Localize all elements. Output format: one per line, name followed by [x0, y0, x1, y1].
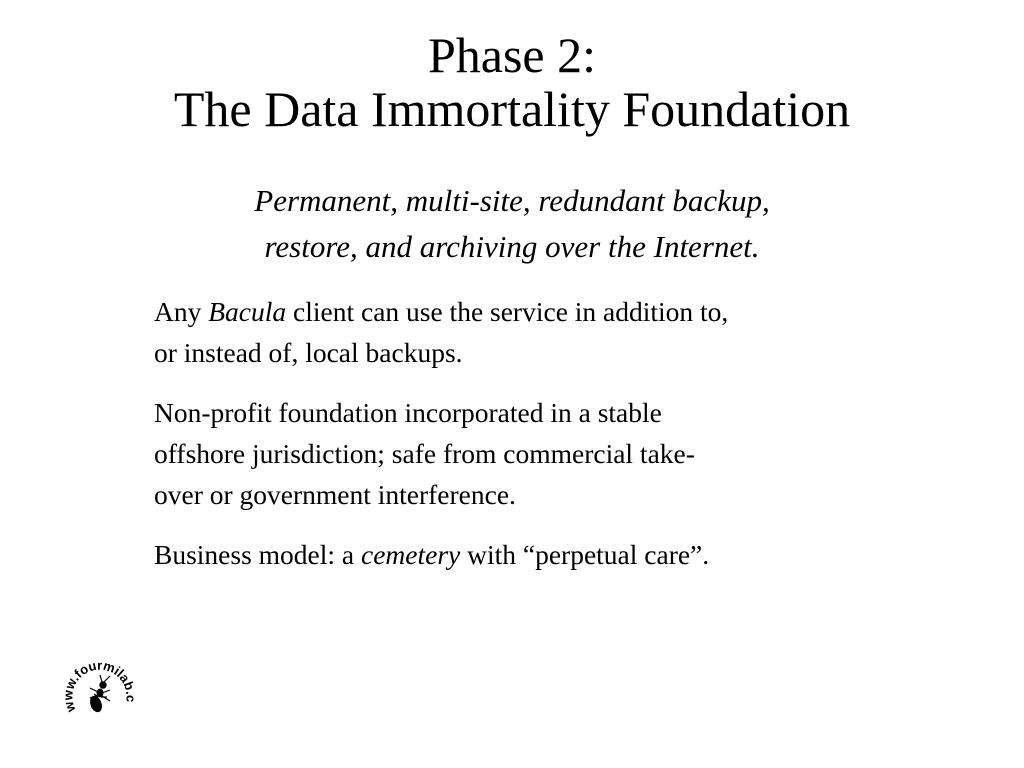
- text-run: client can use the service in addition to,: [286, 296, 729, 327]
- text-run: Business model: a: [154, 539, 362, 570]
- bullet-paragraph-2: [154, 392, 884, 515]
- paragraph-2-line-3: over or government interference.: [154, 479, 516, 510]
- slide-title: [0, 28, 1024, 136]
- logo-graphic: [60, 652, 140, 724]
- paragraph-2-line-1: Non-profit foundation incorporated in a stable: [154, 397, 662, 428]
- ant-icon: [89, 675, 110, 713]
- emphasis-cemetery: cemetery: [361, 539, 461, 570]
- logo-text: www.fourmilab.c: [60, 657, 139, 715]
- subtitle-line-1: Permanent, multi-site, redundant backup,: [254, 183, 770, 218]
- paragraph-2-line-2: offshore jurisdiction; safe from commercial take-: [154, 438, 695, 469]
- paragraph-1-line-2: or instead of, local backups.: [154, 337, 463, 368]
- bullet-paragraph-3: [154, 534, 884, 575]
- slide-subtitle: [0, 178, 1024, 270]
- paragraph-1-line-1: [154, 291, 884, 332]
- paragraph-3-line-1: [154, 534, 884, 575]
- text-run: with “perpetual care”.: [460, 539, 710, 570]
- subtitle-line-2: restore, and archiving over the Internet.: [264, 229, 760, 264]
- emphasis-bacula: Bacula: [208, 296, 287, 327]
- fourmilab-logo[interactable]: [60, 652, 140, 724]
- text-run: Any: [154, 296, 209, 327]
- slide-body: [154, 291, 884, 594]
- title-line-1: Phase 2:: [427, 27, 597, 83]
- bullet-paragraph-1: [154, 291, 884, 373]
- title-line-2: The Data Immortality Foundation: [173, 81, 851, 137]
